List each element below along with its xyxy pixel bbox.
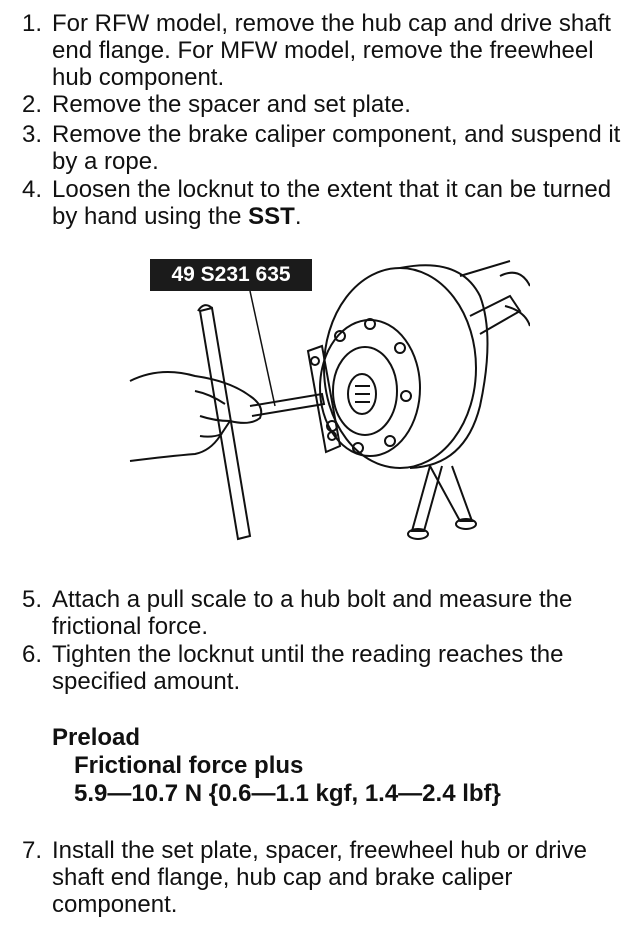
hub-center <box>333 347 397 435</box>
tool-number-label: 49 S231 635 <box>150 259 312 291</box>
step-7 <box>22 837 622 918</box>
stand-leg <box>430 466 472 521</box>
hub-locknut-illustration <box>100 256 530 556</box>
step-3 <box>22 121 622 175</box>
step-number: 2. <box>22 91 43 118</box>
disc-edge <box>400 265 488 468</box>
sst-term: SST <box>248 203 295 230</box>
hand-finger <box>200 416 230 421</box>
hub-bolt <box>401 391 411 401</box>
step-text: Install the set plate, spacer, freewheel hub or drive shaft end flange, hub cap and brake caliper component. <box>52 837 587 918</box>
step-4 <box>22 176 622 230</box>
preload-value: 5.9—10.7 N {0.6—1.1 kgf, 1.4—2.4 lbf} <box>74 780 501 807</box>
step-text: For RFW model, remove the hub cap and drive shaft end flange. For MFW model, remove the freewheel hub component. <box>52 10 611 91</box>
step-number: 7. <box>22 837 43 864</box>
step-5 <box>22 586 622 640</box>
preload-title: Preload <box>52 724 141 751</box>
hand-finger <box>195 391 225 404</box>
step-6 <box>22 641 622 695</box>
leader-line <box>250 291 275 406</box>
step-text: Attach a pull scale to a hub bolt and measure the frictional force. <box>52 586 573 640</box>
step-number: 5. <box>22 586 43 613</box>
preload-label: Frictional force plus <box>74 752 304 779</box>
step-number: 3. <box>22 121 43 148</box>
step-text: Remove the brake caliper component, and suspend it by a rope. <box>52 121 621 175</box>
step-text: Remove the spacer and set plate. <box>52 91 411 118</box>
stand-leg <box>412 466 442 531</box>
step-number: 4. <box>22 176 43 203</box>
hand <box>130 372 261 461</box>
step-number: 1. <box>22 10 43 37</box>
step-text-end: . <box>294 203 302 230</box>
step-text <box>52 176 622 230</box>
step-1 <box>22 10 622 91</box>
hub-bolt <box>385 436 395 446</box>
step-2 <box>22 91 622 118</box>
hub-bolt <box>395 343 405 353</box>
step-text-part: Loosen the locknut to the extent that it can be turned by hand using the <box>52 176 612 230</box>
drive-shaft <box>470 296 520 334</box>
step-text: Tighten the locknut until the reading reaches the specified amount. <box>52 641 564 695</box>
step-number: 6. <box>22 641 43 668</box>
brake-disc <box>324 268 476 468</box>
